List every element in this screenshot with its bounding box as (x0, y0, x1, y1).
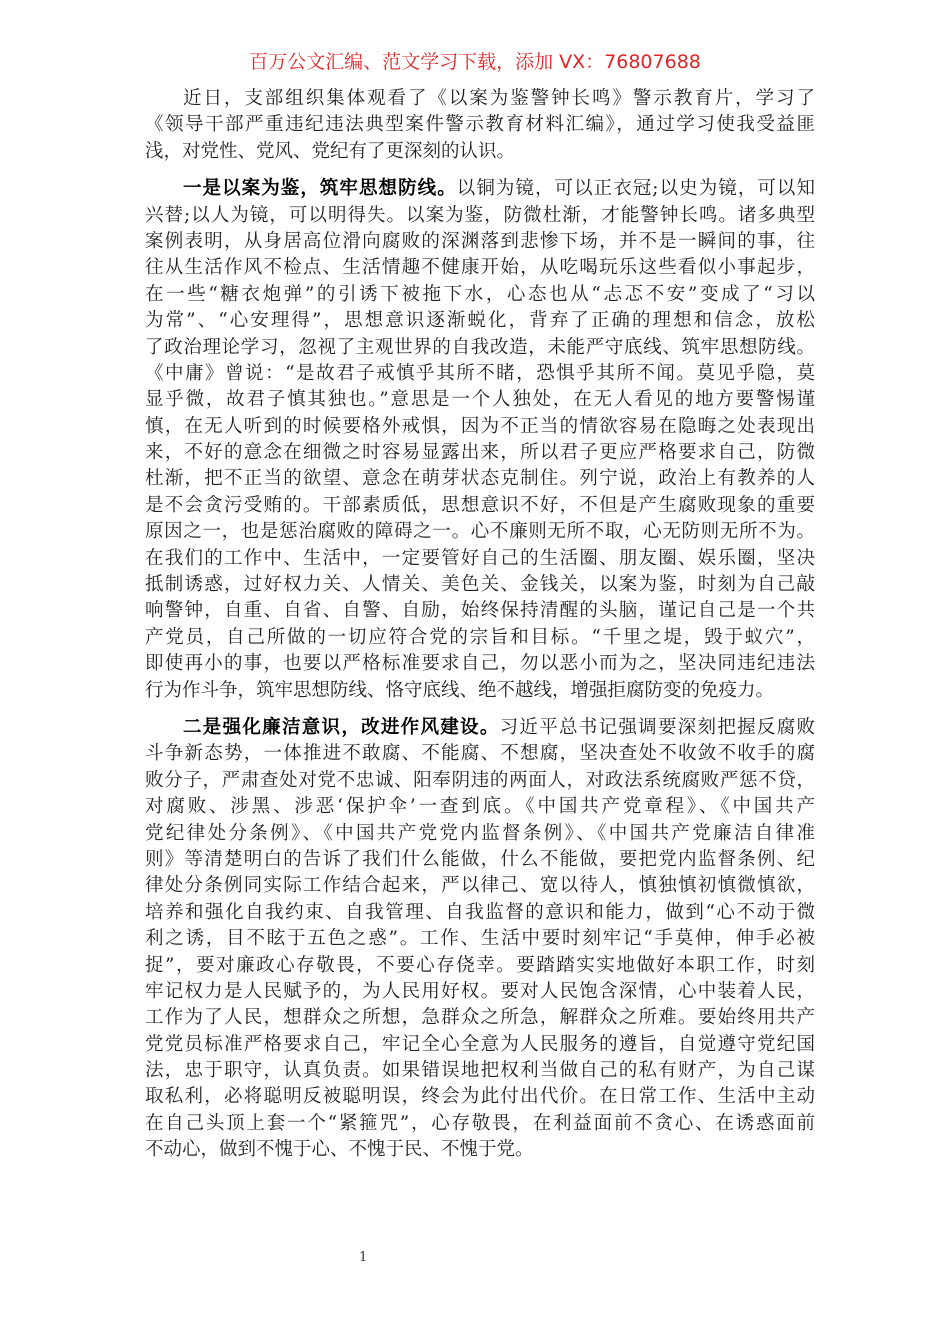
text-line (145, 953, 815, 979)
paragraph (145, 176, 815, 704)
text-line (145, 821, 815, 847)
text-line (145, 873, 815, 899)
line-text: 斗争新态势，一体推进不敢腐、不能腐、不想腐，坚决查处不收敛不收手的腐 (145, 743, 815, 765)
text-line (145, 493, 815, 519)
line-text: 抵制诱惑，过好权力关、人情关、美色关、金钱关，以案为鉴，时刻为自己敲 (145, 574, 815, 596)
line-text: 兴替;以人为镜，可以明得失。以案为鉴，防微杜渐，才能警钟长鸣。诸多典型 (145, 204, 815, 226)
text-line (145, 282, 815, 308)
text-line (145, 112, 815, 138)
line-text: 《领导干部严重违纪违法典型案件警示教育材料汇编》，通过学习使我受益匪 (145, 114, 815, 136)
line-text: 不动心，做到不愧于心、不愧于民、不愧于党。 (145, 1139, 534, 1161)
line-text: 对腐败、涉黑、涉恶‘保护伞’一查到底。《中国共产党章程》、《中国共产 (145, 796, 815, 818)
line-text: 败分子，严肃查处对党不忠诚、阳奉阴违的两面人，对政法系统腐败严惩不贷， (145, 769, 815, 791)
watermark-header: 百万公文汇编、范文学习下载，添加 VX：76807688 (249, 51, 701, 73)
line-text: 法，忠于职守，认真负责。如果错误地把权利当做自己的私有财产，为自己谋 (145, 1060, 815, 1082)
text-line (145, 335, 815, 361)
line-text: 则》等清楚明白的告诉了我们什么能做，什么不能做，要把党内监督条例、纪 (145, 848, 815, 870)
section-heading: 二是强化廉洁意识，改进作风建设。 (183, 716, 500, 738)
line-text: 在自己头顶上套一个“紧箍咒”，心存敬畏，在利益面前不贪心、在诱惑面前 (145, 1112, 815, 1134)
text-line (145, 1084, 815, 1110)
line-text: 显乎微，故君子慎其独也。”意思是一个人独处，在无人看见的地方要警惕谨 (145, 389, 815, 411)
text-line (145, 598, 815, 624)
line-text: 慎，在无人听到的时候要格外戒惧，因为不正当的情欲容易在隐晦之处表现出 (145, 415, 815, 437)
page-number: 1 (359, 1250, 368, 1265)
text-line (145, 86, 815, 112)
paragraph (145, 715, 815, 1164)
text-line (145, 900, 815, 926)
text-line (145, 625, 815, 651)
line-text: 捉”，要对廉政心存敬畏，不要心存侥幸。要踏踏实实地做好本职工作，时刻 (145, 954, 815, 976)
text-line (145, 414, 815, 440)
line-text: 利之诱，目不眩于五色之惑”。工作、生活中要时刻牢记“手莫伸，伸手必被 (145, 928, 815, 950)
text-line (145, 255, 815, 281)
text-line (145, 979, 815, 1005)
text-line (145, 1032, 815, 1058)
text-line (145, 1111, 815, 1137)
line-text: 产党员，自己所做的一切应符合党的宗旨和目标。“千里之堤，毁于蚁穴”， (145, 626, 815, 648)
text-line (145, 1005, 815, 1031)
text-line (145, 715, 815, 741)
line-text: 工作为了人民，想群众之所想，急群众之所急，解群众之所难。要始终用共产 (145, 1007, 815, 1029)
text-line (145, 847, 815, 873)
line-text: 培养和强化自我约束、自我管理、自我监督的意识和能力，做到“心不动于微 (145, 901, 815, 923)
text-line (145, 1058, 815, 1084)
text-line (145, 768, 815, 794)
text-line (145, 361, 815, 387)
line-text: 以铜为镜，可以正衣冠;以史为镜，可以知 (456, 178, 815, 200)
line-text: 党纪律处分条例》、《中国共产党党内监督条例》、《中国共产党廉洁自律准 (145, 822, 815, 844)
line-text: 行为作斗争，筑牢思想防线、恪守底线、绝不越线，增强拒腐防变的免疫力。 (145, 679, 775, 701)
line-text: 牢记权力是人民赋予的，为人民用好权。要对人民饱含深情，心中装着人民， (145, 980, 815, 1002)
text-line (145, 651, 815, 677)
text-line (145, 139, 815, 165)
line-text: 是不会贪污受贿的。干部素质低，思想意识不好，不但是产生腐败现象的重要 (145, 494, 815, 516)
text-line (145, 519, 815, 545)
document-body (145, 86, 815, 1175)
text-line (145, 1137, 815, 1163)
text-line (145, 741, 815, 767)
line-text: 杜渐，把不正当的欲望、意念在萌芽状态克制住。列宁说，政治上有教养的人 (145, 468, 815, 490)
line-text: 在我们的工作中、生活中，一定要管好自己的生活圈、朋友圈、娱乐圈，坚决 (145, 547, 815, 569)
paragraph (145, 86, 815, 165)
line-text: 《中庸》曾说：“是故君子戒慎乎其所不睹，恐惧乎其所不闻。莫见乎隐，莫 (145, 362, 815, 384)
line-text: 取私利，必将聪明反被聪明误，终会为此付出代价。在日常工作、生活中主动 (145, 1086, 815, 1108)
line-text: 来，不好的意念在细微之时容易显露出来，所以君子更应严格要求自己，防微 (145, 442, 815, 464)
line-text: 浅，对党性、党风、党纪有了更深刻的认识。 (145, 140, 516, 162)
text-line (145, 440, 815, 466)
line-text: 案例表明，从身居高位滑向腐败的深渊落到悲惨下场，并不是一瞬间的事，往 (145, 230, 815, 252)
line-text: 即使再小的事，也要以严格标准要求自己，勿以恶小而为之，坚决同违纪违法 (145, 653, 815, 675)
line-text: 原因之一，也是惩治腐败的障碍之一。心不廉则无所不取，心无防则无所不为。 (145, 521, 815, 543)
line-text: 律处分条例同实际工作结合起来，严以律己、宽以待人，慎独慎初慎微慎欲， (145, 875, 815, 897)
line-text: 习近平总书记强调要深刻把握反腐败 (499, 716, 815, 738)
line-text: 为常”、“心安理得”，思想意识逐渐蜕化，背弃了正确的理想和信念，放松 (145, 310, 815, 332)
text-line (145, 794, 815, 820)
section-heading: 一是以案为鉴，筑牢思想防线。 (183, 178, 457, 200)
text-line (145, 572, 815, 598)
text-line (145, 678, 815, 704)
text-line (145, 308, 815, 334)
line-text: 近日，支部组织集体观看了《以案为鉴警钟长鸣》警示教育片，学习了 (183, 88, 815, 109)
line-text: 了政治理论学习，忽视了主观世界的自我改造，未能严守底线、筑牢思想防线。 (145, 336, 815, 358)
text-line (145, 546, 815, 572)
line-text: 响警钟，自重、自省、自警、自励，始终保持清醒的头脑，谨记自己是一个共 (145, 600, 815, 622)
line-text: 党党员标准严格要求自己，牢记全心全意为人民服务的遵旨，自觉遵守党纪国 (145, 1033, 815, 1055)
text-line (145, 203, 815, 229)
text-line (145, 387, 815, 413)
text-line (145, 229, 815, 255)
text-line (145, 466, 815, 492)
line-text: 往从生活作风不检点、生活情趣不健康开始，从吃喝玩乐这些看似小事起步， (145, 257, 815, 279)
text-line (145, 926, 815, 952)
line-text: 在一些“糖衣炮弹”的引诱下被拖下水，心态也从“忐忑不安”变成了“习以 (145, 283, 815, 305)
text-line (145, 176, 815, 202)
